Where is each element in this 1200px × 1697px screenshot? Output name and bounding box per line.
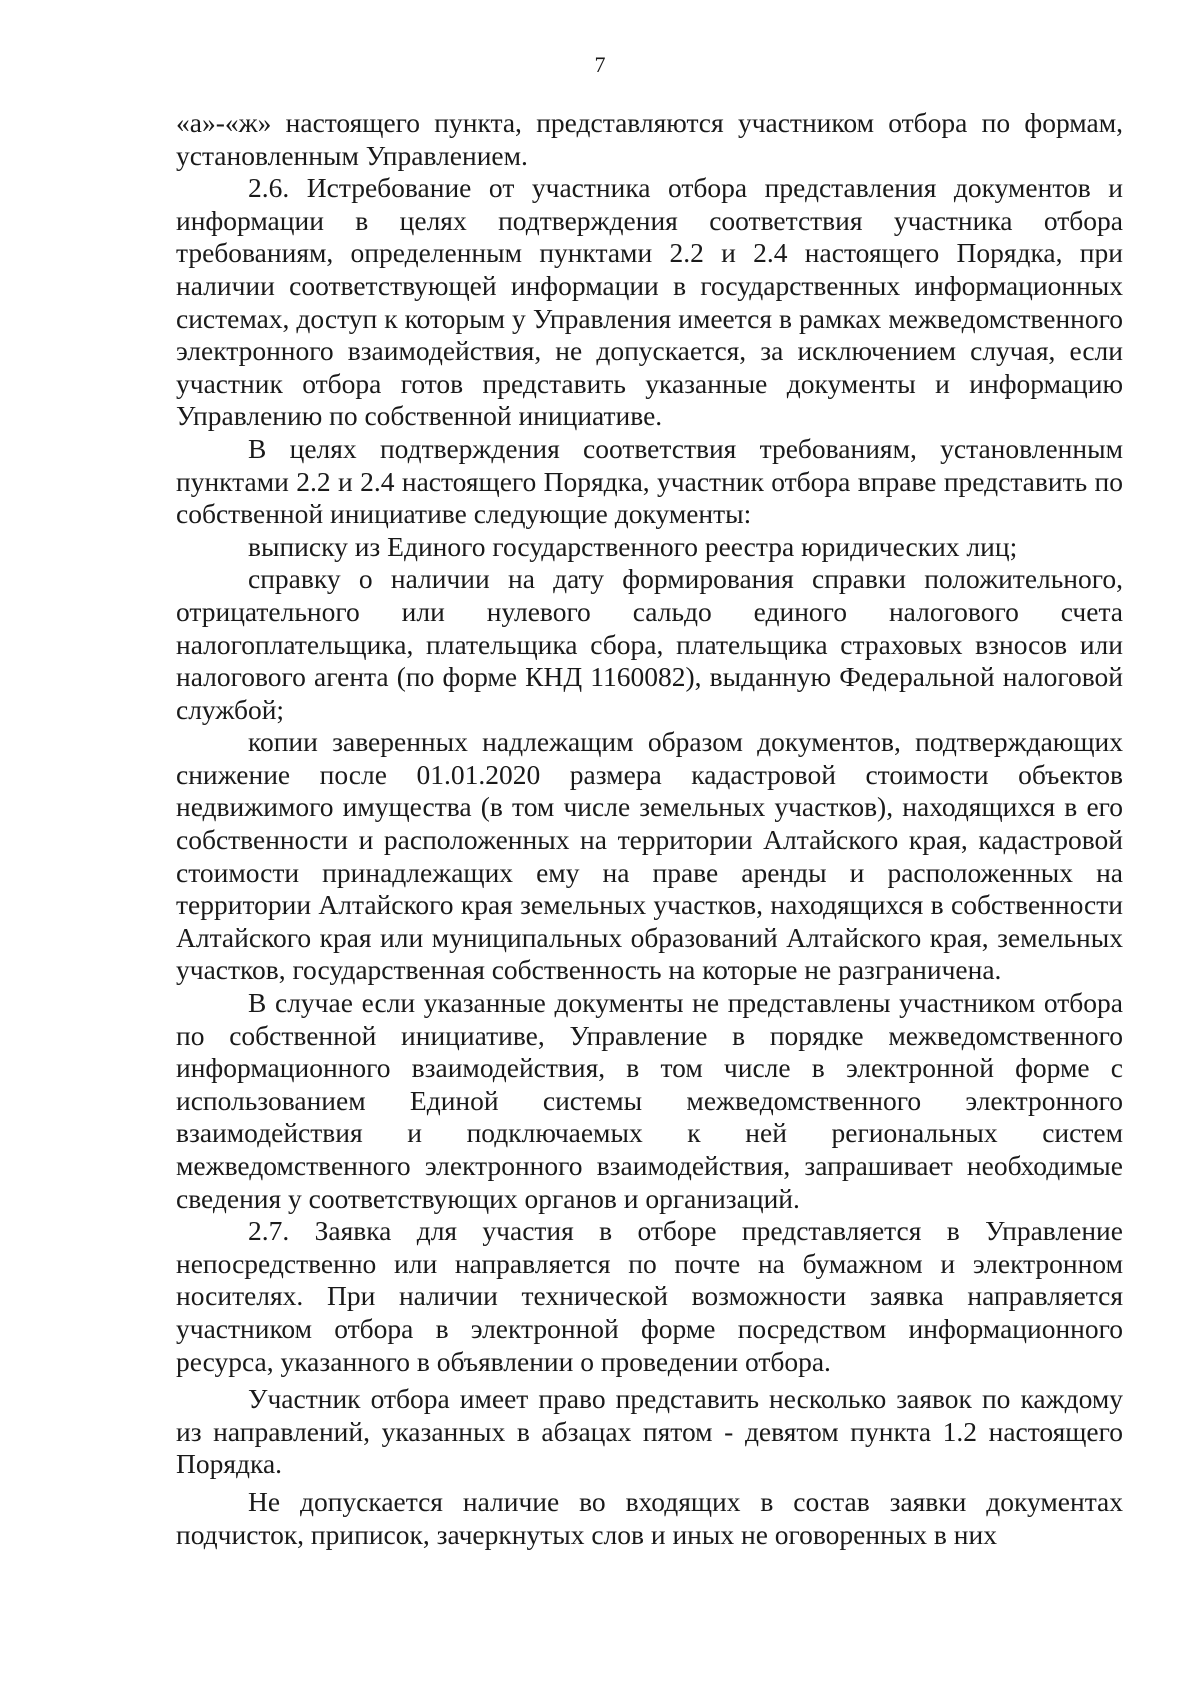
list-item-egrul-extract: выписку из Единого государственного реестра юридических лиц; xyxy=(248,530,1018,562)
paragraph-multiple-applications: Участник отбора имеет право представить несколько заявок по каждому из направлений, указанных в абзацах пятом - девятом пункта 1.2 настоящего Порядка. xyxy=(176,1383,1123,1480)
paragraph-2-7: 2.7. Заявка для участия в отборе представляется в Управление непосредственно или направляется по почте на бумажном и электронном носителях. При наличии технической возможности заявка направляется участником отбора в электронной форме посредством информационного ресурса, указанного в объявлении о проведении отбора. xyxy=(176,1215,1123,1377)
list-item-cadastral-copies: копии заверенных надлежащим образом документов, подтверждающих снижение после 01.01.2020 размера кадастровой стоимости объектов недвижимого имущества (в том числе земельных участков), находящихся в его собственности и расположенных на территории Алтайского края, кадастровой стоимости принадлежащих ему на праве аренды и расположенных на территории Алтайского края земельных участков, находящихся в собственности Алтайского края или муниципальных образований Алтайского края, земельных участков, государственная собственность на которые не разграничена. xyxy=(176,726,1123,986)
list-item-tax-certificate: справку о наличии на дату формирования справки положительного, отрицательного или нулевого сальдо единого налогового счета налогоплательщика, плательщика сбора, плательщика страховых взносов или налогового агента (по форме КНД 1160082), выданную Федеральной налоговой службой; xyxy=(176,563,1123,725)
paragraph-2-6: 2.6. Истребование от участника отбора представления документов и информации в целях подтверждения соответствия участника отбора требованиям, определенным пунктами 2.2 и 2.4 настоящего Порядка, при наличии соответствующей информации в государственных информационных системах, доступ к которым у Управления имеется в рамках межведомственного электронного взаимодействия, не допускается, за исключением случая, если участник отбора готов представить указанные документы и информацию Управлению по собственной инициативе. xyxy=(176,172,1123,432)
paragraph-interagency-request: В случае если указанные документы не представлены участником отбора по собственной инициативе, Управление в порядке межведомственного информационного взаимодействия, в том числе в электронной форме с использованием Единой системы межведомственного электронного взаимодействия и подключаемых к ней региональных систем межведомственного электронного взаимодействия, запрашивает необходимые сведения у соответствующих органов и организаций. xyxy=(176,987,1123,1214)
paragraph-no-corrections: Не допускается наличие во входящих в состав заявки документах подчисток, приписок, зачеркнутых слов и иных не оговоренных в них xyxy=(176,1485,1123,1550)
paragraph-continuation: «а»-«ж» настоящего пункта, представляются участником отбора по формам, установленным Управлением. xyxy=(176,107,1123,171)
paragraph-optional-documents: В целях подтверждения соответствия требованиям, установленным пунктами 2.2 и 2.4 настоящего Порядка, участник отбора вправе представить по собственной инициативе следующие документы: xyxy=(176,432,1123,530)
page-number: 7 xyxy=(594,52,606,77)
document-body xyxy=(176,107,1123,1551)
